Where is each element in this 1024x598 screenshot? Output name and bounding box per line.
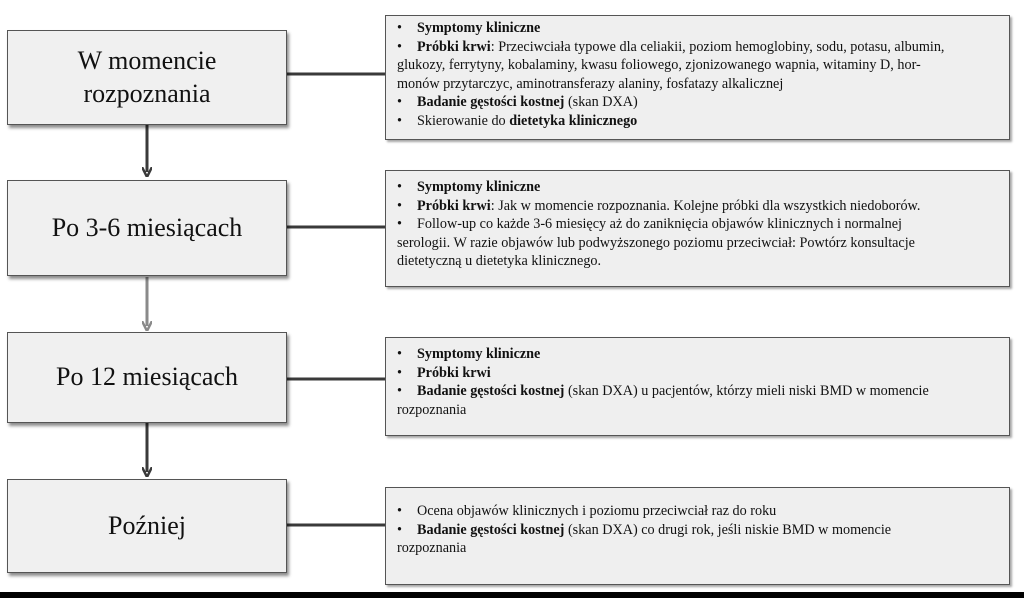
bottom-bar (0, 592, 1024, 598)
bullet-item: • Symptomy kliniczne (397, 179, 541, 195)
stage-label: W momencie (77, 46, 217, 75)
info-box-later (385, 487, 1010, 585)
bullet-item: • Badanie gęstości kostnej (skan DXA) u pacjentów, którzy mieli niski BMD w momencie (397, 383, 929, 400)
bullet: • (397, 112, 402, 129)
stage-label: Po 12 miesiącach (56, 362, 238, 392)
bullet: • (397, 179, 402, 195)
bullet: • (397, 216, 402, 233)
bullet: • (397, 346, 402, 362)
continuation-line: rozpoznania (397, 540, 467, 557)
bullet-item: • Badanie gęstości kostnej (skan DXA) (397, 94, 638, 111)
bullet-item: • Ocena objawów klinicznych i poziomu przeciwciał raz do roku (397, 503, 777, 519)
bullet-item: • Próbki krwi: Przeciwciała typowe dla celiakii, poziom hemoglobiny, sodu, potasu, albumin, (397, 38, 945, 55)
bullet-item: • Symptomy kliniczne (397, 20, 541, 36)
stage-label: Po 3-6 miesiącach (51, 212, 243, 242)
stage-box-12-months (7, 332, 287, 423)
bullet-item: • Próbki krwi (397, 364, 491, 381)
bullet-item: • Symptomy kliniczne (397, 346, 541, 362)
bullet: • (397, 197, 402, 214)
stage-label: rozpoznania (83, 78, 211, 108)
bullet: • (397, 20, 402, 36)
stage-box-later (7, 479, 287, 573)
continuation-line: serologii. W razie objawów lub podwyższonego poziomu przeciwciał: Powtórz konsultacje (397, 234, 915, 251)
continuation-line: dietetyczną u dietetyka klinicznego. (397, 253, 602, 270)
continuation-line: glukozy, ferrytyny, kobalaminy, kwasu foliowego, zjonizowanego wapnia, witaminy D, hor- (397, 57, 921, 74)
bullet: • (397, 521, 402, 538)
stage-label: Poźniej (108, 510, 186, 540)
bullet-item: • Skierowanie do dietetyka klinicznego (397, 112, 638, 129)
info-box-3-6-months (385, 170, 1010, 287)
continuation-line: rozpoznania (397, 401, 467, 418)
stage-box-3-6-months (7, 180, 287, 276)
bullet: • (397, 94, 402, 111)
bullet-item: • Follow-up co każde 3-6 miesięcy aż do zaniknięcia objawów klinicznych i normalnej (397, 216, 902, 233)
continuation-line: monów przytarczyc, aminotransferazy alaniny, fosfatazy alkalicznej (397, 75, 784, 92)
info-box-12-months (385, 337, 1010, 436)
bullet-item: • Próbki krwi: Jak w momencie rozpoznania. Kolejne próbki dla wszystkich niedoborów. (397, 197, 921, 214)
info-box-diagnosis (385, 15, 1010, 140)
stage-box-diagnosis (7, 30, 287, 125)
bullet: • (397, 38, 402, 55)
bullet: • (397, 364, 402, 381)
bullet: • (397, 383, 402, 400)
bullet-item: • Badanie gęstości kostnej (skan DXA) co drugi rok, jeśli niskie BMD w momencie (397, 521, 892, 538)
bullet: • (397, 503, 402, 519)
